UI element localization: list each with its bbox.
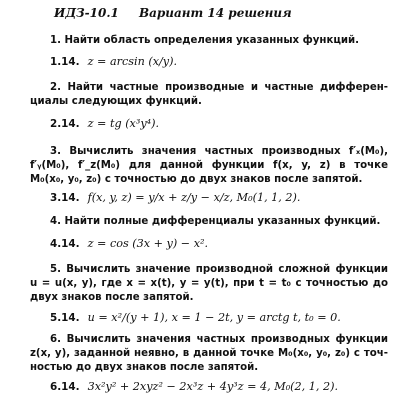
task-2-statement-line-1: 2. Найти частные производные и частные дифферен- xyxy=(50,82,388,93)
task-6-statement-line-1: 6. Вычислить значения частных производных функции xyxy=(50,334,388,345)
task-3-statement-line-2: f′ᵧ(M₀), f′_z(M₀) для данной функции f(x, y, z) в точке xyxy=(30,160,388,171)
problem-expression: u = x²/(y + 1), x = 1 − 2t, y = arctg t, t₀ = 0. xyxy=(87,311,341,324)
problem-3-14 xyxy=(50,191,400,205)
problem-2-14 xyxy=(50,117,400,131)
problem-label: 5.14. xyxy=(50,312,80,324)
task-6-statement-line-3: ностью до двух знаков после запятой. xyxy=(30,362,259,373)
problem-label: 2.14. xyxy=(50,118,80,130)
task-5-statement-line-1: 5. Вычислить значение производной сложной функции xyxy=(50,264,388,275)
task-3-statement-line-3: M₀(x₀, y₀, z₀) с точностью до двух знаков после запятой. xyxy=(30,174,363,185)
problem-expression: 3x²y² + 2xyz² − 2x³z + 4y³z = 4, M₀(2, 1, 2). xyxy=(87,380,339,393)
problem-1-14 xyxy=(50,55,400,69)
task-5-statement-line-3: двух знаков после запятой. xyxy=(30,292,194,303)
problem-expression: z = arcsin (x/y). xyxy=(87,55,178,68)
problem-6-14 xyxy=(50,380,400,394)
task-2-statement-line-2: циалы следующих функций. xyxy=(30,96,202,107)
task-5-statement-line-2: u = u(x, y), где x = x(t), y = y(t), при t = t₀ с точностью до xyxy=(30,278,388,289)
variant-title: Вариант 14 решения xyxy=(139,6,292,20)
problem-expression: z = tg (x³y⁴). xyxy=(87,117,160,130)
problem-expression: f(x, y, z) = y/x + z/y − x/z, M₀(1, 1, 2). xyxy=(87,191,301,204)
task-6-statement-line-2: z(x, y), заданной неявно, в данной точке M₀(x₀, y₀, z₀) с точ- xyxy=(30,348,388,359)
task-4-statement: 4. Найти полные дифференциалы указанных функций. xyxy=(50,216,381,227)
problem-4-14 xyxy=(50,237,400,251)
task-3-statement-line-1: 3. Вычислить значения частных производных f′ₓ(M₀), xyxy=(50,146,388,157)
assignment-code: ИДЗ-10.1 xyxy=(54,6,119,20)
problem-label: 6.14. xyxy=(50,381,80,393)
problem-5-14 xyxy=(50,311,400,325)
problem-label: 3.14. xyxy=(50,192,80,204)
problem-label: 1.14. xyxy=(50,56,80,68)
task-1-statement: 1. Найти область определения указанных функций. xyxy=(50,35,360,46)
problem-expression: z = cos (3x + y) − x². xyxy=(87,237,209,250)
problem-label: 4.14. xyxy=(50,238,80,250)
page-header xyxy=(54,6,354,20)
